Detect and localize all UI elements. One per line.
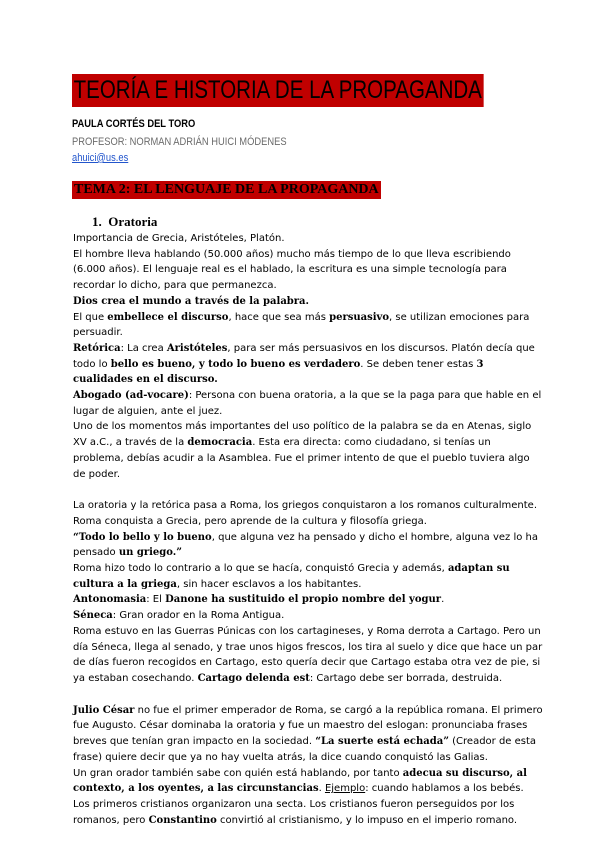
- text-span: : El: [146, 594, 166, 606]
- paragraph: [73, 561, 543, 592]
- bold-text: democracia: [187, 437, 253, 449]
- text-span: , que alguna vez ha pensado y dicho el hombre, alguna vez lo ha pensado: [73, 531, 538, 559]
- bold-text: Retórica: [73, 342, 121, 354]
- bold-text: adecua su discurso, al contexto, a los oyentes, a las circunstancias: [73, 767, 527, 795]
- section-number: 1.: [92, 214, 102, 229]
- email-link[interactable]: ahuici@us.es: [72, 152, 129, 164]
- paragraph: [73, 592, 543, 608]
- text-span: .: [318, 783, 325, 795]
- bold-text: bello y lo bueno: [122, 531, 212, 543]
- paragraph: [73, 766, 543, 797]
- text-span: Un gran orador también sabe con quién está hablando, por tanto: [73, 767, 403, 779]
- bold-text: bello es bueno, y todo lo bueno es verdadero: [110, 358, 361, 370]
- text-span: .: [441, 594, 445, 606]
- paragraph: [73, 419, 543, 482]
- body-text: [73, 231, 543, 828]
- bold-text: Séneca: [73, 610, 113, 622]
- text-span: : Cartago debe ser borrada, destruida.: [309, 672, 503, 684]
- paragraph: [73, 530, 543, 561]
- paragraph: [73, 608, 543, 624]
- professor-line: PROFESOR: NORMAN ADRIÁN HUICI MÓDENES: [72, 136, 287, 148]
- text-span: convirtió al cristianismo, y lo impuso en el imperio romano.: [216, 814, 518, 826]
- text-span: . Se deben tener estas: [360, 358, 477, 370]
- bold-text: Aristóteles: [166, 342, 228, 354]
- bold-text: 3 cualidades en el discurso.: [73, 358, 484, 386]
- text-span: no fue el primer emperador de Roma, se cargó a la república romana. El primero fue Augusto. César dominaba la oratoria y fue un maestro del eslogan: pronunciaba frases breves que tenían gran impacto en la sociedad.: [73, 704, 543, 748]
- paragraph: [73, 310, 543, 341]
- text-span: Los primeros cristianos organizaron una secta. Los cristianos fueron perseguidos por los romanos, pero: [73, 798, 515, 826]
- bold-text: Constantino: [148, 814, 217, 826]
- paragraph: [73, 341, 543, 388]
- text-span: , hace que sea más: [228, 311, 330, 323]
- paragraph: El hombre lleva hablando (50.000 años) mucho más tiempo de lo que lleva escribiendo (6.000 años). El lenguaje real es el hablado, la escritura es una simple tecnología para recordar lo dicho, para que permanezca.: [73, 248, 511, 292]
- text-span: : Persona con buena oratoria, a la que se la paga para que hable en el lugar de alguien, ante el juez.: [73, 390, 542, 417]
- bold-text: Dios crea el mundo a través de la palabra.: [73, 295, 310, 307]
- text-span: : La crea: [120, 342, 167, 354]
- bold-text: Antonomasia: [73, 594, 147, 606]
- paragraph: [73, 294, 543, 310]
- paragraph: [73, 703, 543, 766]
- paragraph: [73, 388, 543, 419]
- text-span: , se utilizan emociones para persuadir.: [73, 311, 530, 339]
- paragraph-gap: [73, 687, 543, 703]
- section-title: Oratoria: [108, 214, 158, 229]
- text-span: : Gran orador en la Roma Antigua.: [112, 610, 285, 622]
- text-span: . Esta era directa: como ciudadano, si tenías un problema, debías acudir a la Asamblea. Fue el primer intento de que el pueblo tuviera algo de poder.: [73, 437, 530, 480]
- bold-text: “La suerte está echada”: [315, 736, 449, 748]
- bold-text: embellece el discurso: [107, 311, 229, 323]
- paragraph: Importancia de Grecia, Aristóteles, Platón.: [73, 233, 285, 244]
- bold-text: persuasivo: [329, 311, 390, 323]
- underlined-text: Ejemplo: [324, 783, 366, 795]
- text-span: Uno de los momentos más importantes del uso político de la palabra se da en Atenas, siglo XV a.C., a través de la: [73, 421, 532, 449]
- bold-text: adaptan su cultura a la griega: [73, 563, 510, 590]
- paragraph: [73, 797, 543, 828]
- tema-heading: TEMA 2: EL LENGUAJE DE LA PROPAGANDA: [74, 182, 379, 197]
- text-span: , sin hacer esclavos a los habitantes.: [176, 578, 362, 590]
- paragraph-gap: [73, 482, 543, 498]
- bold-text: Abogado (ad-vocare): [73, 390, 189, 402]
- paragraph: La oratoria y la retórica pasa a Roma, los griegos conquistaron a los romanos culturalmente. Roma conquista a Grecia, pero aprende de la cultura y filosofía griega.: [73, 500, 537, 527]
- bold-text: Danone ha sustituido el propio nombre del yogur: [165, 594, 442, 606]
- text-span: : cuando hablamos a los bebés.: [365, 783, 524, 795]
- text-span: (Creador de esta frase) quiere decir que ya no hay vuelta atrás, la dice cuando conquistó las Galias.: [73, 736, 537, 763]
- bold-text: un griego.”: [118, 547, 182, 559]
- text-span: Roma hizo todo lo contrario a lo que se hacía, conquistó Grecia y además,: [73, 563, 448, 575]
- document-title: TEORÍA E HISTORIA DE LA PROPAGANDA: [72, 74, 483, 107]
- bold-text: Cartago delenda est: [197, 672, 310, 684]
- text-span: El que: [73, 311, 108, 323]
- paragraph: [73, 624, 543, 687]
- bold-text: Julio César: [73, 704, 135, 716]
- text-span: Roma estuvo en las Guerras Púnicas con los cartagineses, y Roma derrota a Cartago. Pero un día Séneca, llega al senado, y trae unos higos frescos, los tira al suelo y dice que hace un par de días fueron recogidos en Cartago, esto quería decir que Cartago estaba otra vez de pie, si ya estaban cosechando.: [73, 625, 543, 684]
- author-name: PAULA CORTÉS DEL TORO: [72, 118, 196, 130]
- section-heading: [92, 214, 157, 230]
- bold-text: “Todo lo: [73, 531, 123, 543]
- text-span: , para ser más persuasivos en los discursos. Platón decía que todo lo: [73, 342, 535, 370]
